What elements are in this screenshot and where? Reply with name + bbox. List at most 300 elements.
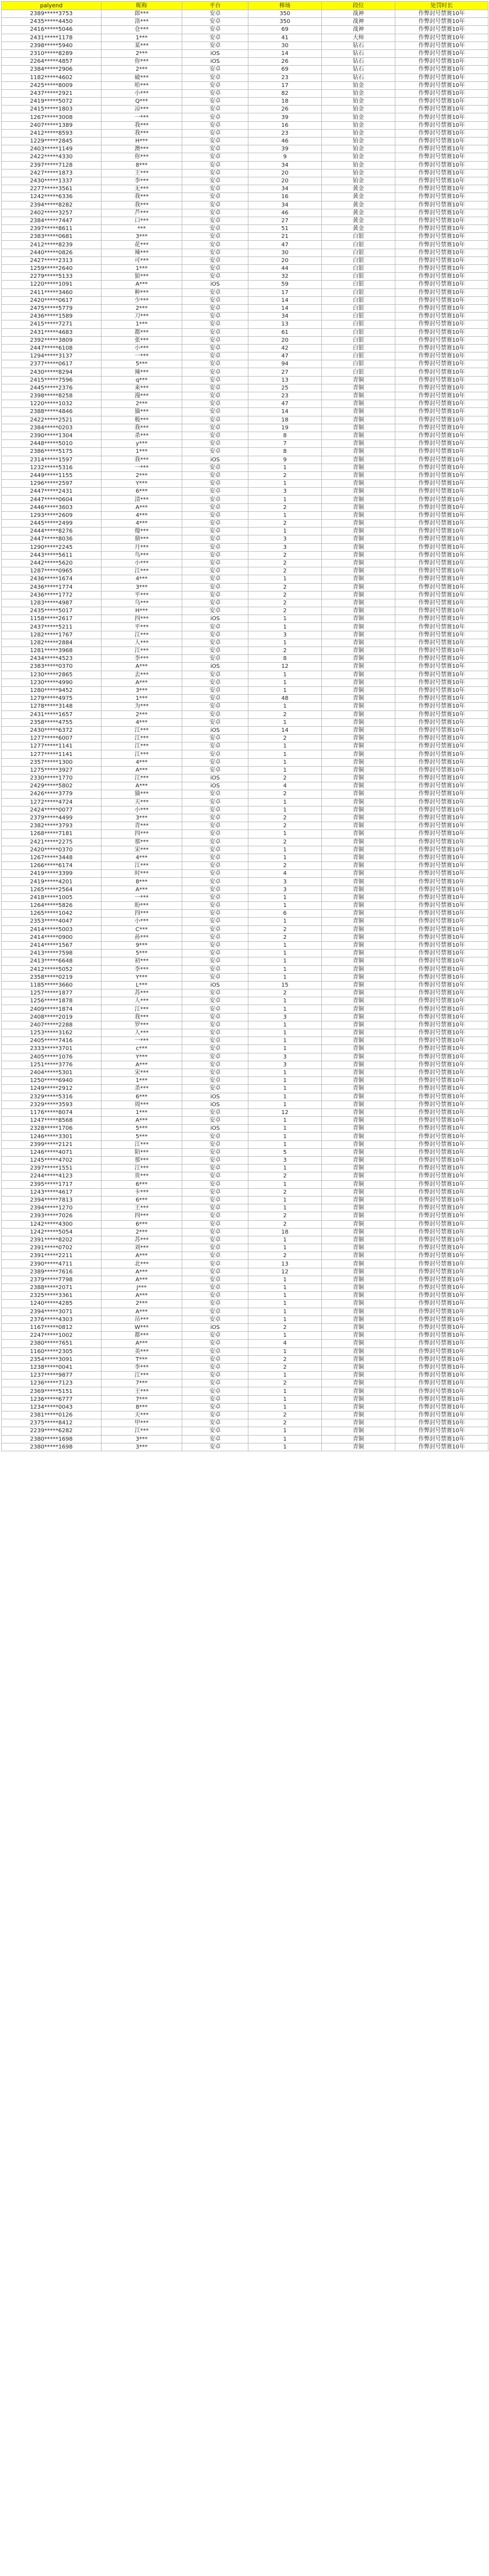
cell-platform: 安卓 bbox=[182, 106, 248, 113]
cell-penalty: 作弊封号禁赛10年 bbox=[395, 1347, 488, 1355]
cell-matches: 1 bbox=[248, 528, 322, 535]
cell-player-id: 2419*****3399 bbox=[2, 870, 102, 878]
cell-rank: 白银 bbox=[322, 328, 395, 336]
table-row bbox=[2, 981, 488, 989]
table-row bbox=[2, 1347, 488, 1355]
cell-penalty: 作弊封号禁赛10年 bbox=[395, 1268, 488, 1276]
table-row bbox=[2, 1340, 488, 1347]
cell-player-id: 1158*****2617 bbox=[2, 615, 102, 623]
cell-nickname: 青*** bbox=[102, 822, 182, 830]
cell-nickname: 刘*** bbox=[102, 1244, 182, 1252]
cell-nickname: 7*** bbox=[102, 1395, 182, 1403]
cell-nickname: 辣*** bbox=[102, 249, 182, 256]
cell-platform: 安卓 bbox=[182, 854, 248, 861]
cell-platform: 安卓 bbox=[182, 344, 248, 352]
cell-rank: 青铜 bbox=[322, 893, 395, 901]
table-row bbox=[2, 528, 488, 535]
cell-nickname: Y*** bbox=[102, 480, 182, 488]
cell-platform: 安卓 bbox=[182, 241, 248, 249]
cell-nickname: *** bbox=[102, 225, 182, 233]
cell-platform: iOS bbox=[182, 615, 248, 623]
cell-penalty: 作弊封号禁赛10年 bbox=[395, 814, 488, 822]
cell-matches: 8 bbox=[248, 655, 322, 663]
table-row bbox=[2, 98, 488, 106]
cell-matches: 2 bbox=[248, 735, 322, 742]
cell-platform: 安卓 bbox=[182, 735, 248, 742]
cell-player-id: 1243*****4617 bbox=[2, 1188, 102, 1196]
table-row bbox=[2, 1300, 488, 1308]
cell-player-id: 2436*****1589 bbox=[2, 313, 102, 320]
cell-matches: 1 bbox=[248, 758, 322, 766]
cell-matches: 3 bbox=[248, 1061, 322, 1069]
table-row bbox=[2, 711, 488, 718]
cell-matches: 3 bbox=[248, 886, 322, 893]
table-row bbox=[2, 1013, 488, 1021]
table-row bbox=[2, 201, 488, 209]
cell-nickname: 5*** bbox=[102, 1125, 182, 1133]
cell-rank: 黄金 bbox=[322, 217, 395, 224]
cell-rank: 青铜 bbox=[322, 1180, 395, 1188]
table-row bbox=[2, 26, 488, 34]
cell-penalty: 作弊封号禁赛10年 bbox=[395, 854, 488, 861]
cell-rank: 青铜 bbox=[322, 1140, 395, 1148]
cell-rank: 青铜 bbox=[322, 424, 395, 432]
table-row bbox=[2, 997, 488, 1005]
table-row bbox=[2, 145, 488, 153]
cell-matches: 34 bbox=[248, 161, 322, 169]
cell-platform: 安卓 bbox=[182, 201, 248, 209]
cell-player-id: 2415*****1803 bbox=[2, 106, 102, 113]
cell-player-id: 2394*****8282 bbox=[2, 201, 102, 209]
cell-penalty: 作弊封号禁赛10年 bbox=[395, 671, 488, 679]
cell-matches: 20 bbox=[248, 256, 322, 264]
cell-nickname: 可*** bbox=[102, 256, 182, 264]
cell-nickname: 陌*** bbox=[102, 1148, 182, 1156]
table-row bbox=[2, 790, 488, 798]
cell-nickname: 甲*** bbox=[102, 1419, 182, 1427]
cell-rank: 青铜 bbox=[322, 591, 395, 599]
table-row bbox=[2, 503, 488, 511]
cell-matches: 48 bbox=[248, 695, 322, 703]
table-row bbox=[2, 623, 488, 631]
cell-player-id: 2398*****8258 bbox=[2, 392, 102, 400]
cell-player-id: 2393*****7026 bbox=[2, 1212, 102, 1220]
cell-rank: 青铜 bbox=[322, 1157, 395, 1165]
cell-matches: 1 bbox=[248, 1133, 322, 1140]
table-row bbox=[2, 1284, 488, 1292]
cell-nickname: 极*** bbox=[102, 416, 182, 424]
cell-penalty: 作弊封号禁赛10年 bbox=[395, 735, 488, 742]
cell-nickname: 我*** bbox=[102, 1013, 182, 1021]
cell-platform: 安卓 bbox=[182, 742, 248, 750]
cell-penalty: 作弊封号禁赛10年 bbox=[395, 488, 488, 496]
cell-rank: 青铜 bbox=[322, 535, 395, 543]
cell-rank: 青铜 bbox=[322, 1292, 395, 1300]
header-matches: 棒场 bbox=[248, 2, 322, 10]
cell-rank: 白银 bbox=[322, 304, 395, 312]
cell-platform: 安卓 bbox=[182, 997, 248, 1005]
cell-rank: 青铜 bbox=[322, 790, 395, 798]
cell-penalty: 作弊封号禁赛10年 bbox=[395, 344, 488, 352]
table-row bbox=[2, 878, 488, 886]
cell-rank: 青铜 bbox=[322, 806, 395, 814]
table-row bbox=[2, 1053, 488, 1061]
cell-platform: 安卓 bbox=[182, 185, 248, 193]
cell-penalty: 作弊封号禁赛10年 bbox=[395, 528, 488, 535]
cell-player-id: 2405*****7416 bbox=[2, 1037, 102, 1045]
cell-matches: 1 bbox=[248, 1276, 322, 1284]
cell-nickname: 我*** bbox=[102, 424, 182, 432]
cell-penalty: 作弊封号禁赛10年 bbox=[395, 1204, 488, 1212]
table-row bbox=[2, 384, 488, 392]
cell-player-id: 1267*****3008 bbox=[2, 113, 102, 121]
cell-penalty: 作弊封号禁赛10年 bbox=[395, 1387, 488, 1395]
cell-matches: 3 bbox=[248, 488, 322, 496]
cell-nickname: 1*** bbox=[102, 34, 182, 42]
cell-penalty: 作弊封号禁赛10年 bbox=[395, 830, 488, 838]
table-row bbox=[2, 1315, 488, 1323]
cell-matches: 47 bbox=[248, 400, 322, 408]
cell-penalty: 作弊封号禁赛10年 bbox=[395, 925, 488, 933]
cell-platform: 安卓 bbox=[182, 360, 248, 368]
cell-platform: 安卓 bbox=[182, 838, 248, 846]
table-row bbox=[2, 1069, 488, 1076]
table-row bbox=[2, 1260, 488, 1268]
cell-nickname: 月*** bbox=[102, 543, 182, 551]
cell-rank: 钻石 bbox=[322, 49, 395, 57]
cell-player-id: 1240*****4285 bbox=[2, 1300, 102, 1308]
cell-matches: 1 bbox=[248, 806, 322, 814]
table-row bbox=[2, 559, 488, 567]
cell-nickname: C*** bbox=[102, 925, 182, 933]
cell-nickname: 江*** bbox=[102, 750, 182, 758]
cell-rank: 青铜 bbox=[322, 1340, 395, 1347]
cell-penalty: 作弊封号禁赛10年 bbox=[395, 416, 488, 424]
cell-platform: 安卓 bbox=[182, 814, 248, 822]
cell-nickname: 去*** bbox=[102, 671, 182, 679]
cell-matches: 1 bbox=[248, 1029, 322, 1037]
cell-player-id: 2430*****1337 bbox=[2, 177, 102, 185]
cell-player-id: 2329*****5316 bbox=[2, 1093, 102, 1101]
cell-player-id: 2379*****4499 bbox=[2, 814, 102, 822]
cell-rank: 青铜 bbox=[322, 1045, 395, 1053]
cell-nickname: 3*** bbox=[102, 583, 182, 591]
cell-penalty: 作弊封号禁赛10年 bbox=[395, 981, 488, 989]
cell-rank: 青铜 bbox=[322, 575, 395, 583]
cell-platform: iOS bbox=[182, 774, 248, 782]
cell-matches: 16 bbox=[248, 193, 322, 201]
cell-penalty: 作弊封号禁赛10年 bbox=[395, 591, 488, 599]
cell-matches: 1 bbox=[248, 1395, 322, 1403]
cell-penalty: 作弊封号禁赛10年 bbox=[395, 26, 488, 34]
table-row bbox=[2, 814, 488, 822]
cell-penalty: 作弊封号禁赛10年 bbox=[395, 320, 488, 328]
cell-nickname: 5*** bbox=[102, 1133, 182, 1140]
cell-rank: 青铜 bbox=[322, 1419, 395, 1427]
cell-nickname: 江*** bbox=[102, 742, 182, 750]
cell-rank: 铂金 bbox=[322, 121, 395, 129]
cell-player-id: 2380*****7651 bbox=[2, 1340, 102, 1347]
cell-matches: 1 bbox=[248, 496, 322, 503]
cell-penalty: 作弊封号禁赛10年 bbox=[395, 1260, 488, 1268]
cell-penalty: 作弊封号禁赛10年 bbox=[395, 201, 488, 209]
cell-nickname: 1*** bbox=[102, 448, 182, 456]
cell-rank: 青铜 bbox=[322, 1427, 395, 1435]
cell-player-id: 2389*****3753 bbox=[2, 10, 102, 18]
cell-nickname: 3*** bbox=[102, 814, 182, 822]
cell-platform: 安卓 bbox=[182, 1037, 248, 1045]
cell-matches: 51 bbox=[248, 225, 322, 233]
cell-player-id: 2429*****5802 bbox=[2, 782, 102, 790]
cell-penalty: 作弊封号禁赛10年 bbox=[395, 1005, 488, 1013]
cell-platform: 安卓 bbox=[182, 1220, 248, 1228]
cell-rank: 青铜 bbox=[322, 1411, 395, 1419]
cell-matches: 1 bbox=[248, 1180, 322, 1188]
cell-rank: 青铜 bbox=[322, 1228, 395, 1236]
cell-player-id: 1236*****7123 bbox=[2, 1379, 102, 1387]
cell-matches: 1 bbox=[248, 1005, 322, 1013]
cell-nickname: 我*** bbox=[102, 129, 182, 137]
cell-player-id: 2379*****7798 bbox=[2, 1276, 102, 1284]
header-row bbox=[2, 2, 488, 10]
cell-penalty: 作弊封号禁赛10年 bbox=[395, 368, 488, 376]
cell-player-id: 2358*****4755 bbox=[2, 718, 102, 726]
cell-player-id: 2391*****2211 bbox=[2, 1252, 102, 1260]
cell-rank: 白银 bbox=[322, 241, 395, 249]
table-row bbox=[2, 1292, 488, 1300]
cell-nickname: 2*** bbox=[102, 1300, 182, 1308]
cell-nickname: 美*** bbox=[102, 1347, 182, 1355]
cell-penalty: 作弊封号禁赛10年 bbox=[395, 1188, 488, 1196]
cell-platform: 安卓 bbox=[182, 520, 248, 528]
cell-rank: 青铜 bbox=[322, 854, 395, 861]
table-row bbox=[2, 288, 488, 296]
table-row bbox=[2, 902, 488, 910]
cell-rank: 青铜 bbox=[322, 718, 395, 726]
cell-nickname: 2*** bbox=[102, 1228, 182, 1236]
cell-rank: 青铜 bbox=[322, 655, 395, 663]
cell-rank: 青铜 bbox=[322, 814, 395, 822]
cell-penalty: 作弊封号禁赛10年 bbox=[395, 1085, 488, 1093]
cell-penalty: 作弊封号禁赛10年 bbox=[395, 66, 488, 74]
cell-platform: 安卓 bbox=[182, 1260, 248, 1268]
cell-player-id: 1249*****2912 bbox=[2, 1085, 102, 1093]
table-row bbox=[2, 185, 488, 193]
table-row bbox=[2, 1236, 488, 1244]
cell-nickname: Y*** bbox=[102, 973, 182, 981]
cell-platform: 安卓 bbox=[182, 376, 248, 384]
cell-nickname: 江*** bbox=[102, 774, 182, 782]
cell-platform: 安卓 bbox=[182, 233, 248, 241]
cell-penalty: 作弊封号禁赛10年 bbox=[395, 42, 488, 49]
table-row bbox=[2, 1323, 488, 1331]
cell-nickname: 4*** bbox=[102, 718, 182, 726]
cell-nickname: 2*** bbox=[102, 711, 182, 718]
cell-nickname: 7*** bbox=[102, 1379, 182, 1387]
cell-player-id: 2329*****3593 bbox=[2, 1101, 102, 1108]
cell-penalty: 作弊封号禁赛10年 bbox=[395, 360, 488, 368]
cell-platform: 安卓 bbox=[182, 647, 248, 655]
cell-rank: 青铜 bbox=[322, 1101, 395, 1108]
cell-player-id: 1253*****3162 bbox=[2, 1029, 102, 1037]
cell-platform: 安卓 bbox=[182, 989, 248, 997]
cell-nickname: 杀*** bbox=[102, 432, 182, 439]
table-row bbox=[2, 846, 488, 854]
cell-platform: 安卓 bbox=[182, 225, 248, 233]
cell-nickname: 傻*** bbox=[102, 528, 182, 535]
cell-penalty: 作弊封号禁赛10年 bbox=[395, 34, 488, 42]
cell-matches: 1 bbox=[248, 639, 322, 647]
cell-platform: 安卓 bbox=[182, 567, 248, 575]
cell-rank: 青铜 bbox=[322, 695, 395, 703]
cell-penalty: 作弊封号禁赛10年 bbox=[395, 703, 488, 711]
cell-platform: 安卓 bbox=[182, 1157, 248, 1165]
cell-penalty: 作弊封号禁赛10年 bbox=[395, 1125, 488, 1133]
cell-platform: 安卓 bbox=[182, 1228, 248, 1236]
cell-platform: 安卓 bbox=[182, 1069, 248, 1076]
cell-matches: 2 bbox=[248, 1323, 322, 1331]
table-row bbox=[2, 957, 488, 965]
cell-matches: 2 bbox=[248, 1212, 322, 1220]
table-row bbox=[2, 551, 488, 559]
cell-penalty: 作弊封号禁赛10年 bbox=[395, 376, 488, 384]
cell-rank: 青铜 bbox=[322, 1236, 395, 1244]
cell-penalty: 作弊封号禁赛10年 bbox=[395, 902, 488, 910]
cell-nickname: 小*** bbox=[102, 89, 182, 97]
cell-nickname: A*** bbox=[102, 663, 182, 671]
cell-platform: 安卓 bbox=[182, 1268, 248, 1276]
cell-platform: 安卓 bbox=[182, 1332, 248, 1340]
table-row bbox=[2, 464, 488, 471]
cell-nickname: H*** bbox=[102, 137, 182, 145]
table-row bbox=[2, 599, 488, 607]
cell-penalty: 作弊封号禁赛10年 bbox=[395, 98, 488, 106]
cell-rank: 青铜 bbox=[322, 456, 395, 464]
cell-platform: 安卓 bbox=[182, 695, 248, 703]
cell-penalty: 作弊封号禁赛10年 bbox=[395, 256, 488, 264]
cell-matches: 47 bbox=[248, 352, 322, 360]
cell-platform: 安卓 bbox=[182, 862, 248, 870]
cell-rank: 青铜 bbox=[322, 520, 395, 528]
cell-player-id: 2420*****0617 bbox=[2, 296, 102, 304]
cell-nickname: 江*** bbox=[102, 726, 182, 734]
cell-platform: 安卓 bbox=[182, 870, 248, 878]
cell-rank: 青铜 bbox=[322, 878, 395, 886]
cell-player-id: 2244*****4123 bbox=[2, 1172, 102, 1180]
cell-platform: 安卓 bbox=[182, 320, 248, 328]
cell-platform: 安卓 bbox=[182, 686, 248, 694]
table-row bbox=[2, 838, 488, 846]
table-row bbox=[2, 1125, 488, 1133]
cell-player-id: 2447*****6108 bbox=[2, 344, 102, 352]
table-row bbox=[2, 81, 488, 89]
cell-player-id: 2404*****5301 bbox=[2, 1069, 102, 1076]
cell-penalty: 作弊封号禁赛10年 bbox=[395, 233, 488, 241]
cell-matches: 1 bbox=[248, 902, 322, 910]
cell-platform: iOS bbox=[182, 456, 248, 464]
cell-nickname: 8*** bbox=[102, 161, 182, 169]
cell-rank: 青铜 bbox=[322, 1108, 395, 1116]
cell-nickname: 孙*** bbox=[102, 933, 182, 941]
cell-penalty: 作弊封号禁赛10年 bbox=[395, 1292, 488, 1300]
cell-matches: 1 bbox=[248, 1387, 322, 1395]
cell-player-id: 1259*****2640 bbox=[2, 265, 102, 273]
cell-penalty: 作弊封号禁赛10年 bbox=[395, 790, 488, 798]
cell-nickname: 江*** bbox=[102, 1372, 182, 1379]
cell-nickname: 小*** bbox=[102, 559, 182, 567]
cell-player-id: 2448*****5010 bbox=[2, 440, 102, 448]
cell-player-id: 2443*****5611 bbox=[2, 551, 102, 559]
table-row bbox=[2, 74, 488, 81]
table-row bbox=[2, 281, 488, 288]
cell-matches: 1 bbox=[248, 846, 322, 854]
cell-nickname: 江*** bbox=[102, 631, 182, 639]
cell-player-id: 1265*****2564 bbox=[2, 886, 102, 893]
cell-matches: 6 bbox=[248, 910, 322, 918]
cell-matches: 2 bbox=[248, 1363, 322, 1371]
table-row bbox=[2, 10, 488, 18]
table-row bbox=[2, 34, 488, 42]
cell-penalty: 作弊封号禁赛10年 bbox=[395, 496, 488, 503]
cell-matches: 14 bbox=[248, 726, 322, 734]
cell-player-id: 2277*****3561 bbox=[2, 185, 102, 193]
cell-penalty: 作弊封号禁赛10年 bbox=[395, 726, 488, 734]
cell-rank: 白银 bbox=[322, 273, 395, 281]
cell-player-id: 2431*****1657 bbox=[2, 711, 102, 718]
cell-matches: 350 bbox=[248, 10, 322, 18]
cell-penalty: 作弊封号禁赛10年 bbox=[395, 288, 488, 296]
cell-matches: 2 bbox=[248, 1252, 322, 1260]
cell-player-id: 2314*****1597 bbox=[2, 456, 102, 464]
cell-penalty: 作弊封号禁赛10年 bbox=[395, 575, 488, 583]
cell-player-id: 1265*****1042 bbox=[2, 910, 102, 918]
cell-penalty: 作弊封号禁赛10年 bbox=[395, 384, 488, 392]
cell-rank: 青铜 bbox=[322, 1220, 395, 1228]
cell-platform: 安卓 bbox=[182, 408, 248, 416]
cell-nickname: 某*** bbox=[102, 42, 182, 49]
table-row bbox=[2, 1180, 488, 1188]
cell-rank: 青铜 bbox=[322, 679, 395, 686]
cell-player-id: 2431*****4683 bbox=[2, 328, 102, 336]
cell-matches: 1 bbox=[248, 1347, 322, 1355]
cell-matches: 3 bbox=[248, 878, 322, 886]
cell-platform: 安卓 bbox=[182, 98, 248, 106]
cell-nickname: 苏*** bbox=[102, 989, 182, 997]
cell-nickname: 3*** bbox=[102, 686, 182, 694]
cell-rank: 青铜 bbox=[322, 933, 395, 941]
cell-nickname: 1*** bbox=[102, 1108, 182, 1116]
cell-platform: 安卓 bbox=[182, 671, 248, 679]
table-row bbox=[2, 58, 488, 66]
cell-matches: 8 bbox=[248, 432, 322, 439]
cell-matches: 1 bbox=[248, 1077, 322, 1085]
cell-player-id: 1277*****6007 bbox=[2, 735, 102, 742]
cell-platform: 安卓 bbox=[182, 1148, 248, 1156]
cell-rank: 青铜 bbox=[322, 1372, 395, 1379]
cell-player-id: 2354*****3091 bbox=[2, 1355, 102, 1363]
cell-platform: iOS bbox=[182, 1093, 248, 1101]
cell-penalty: 作弊封号禁赛10年 bbox=[395, 1284, 488, 1292]
cell-penalty: 作弊封号禁赛10年 bbox=[395, 623, 488, 631]
cell-nickname: 无*** bbox=[102, 185, 182, 193]
table-row bbox=[2, 1037, 488, 1045]
cell-nickname: 李*** bbox=[102, 965, 182, 973]
table-row bbox=[2, 496, 488, 503]
table-row bbox=[2, 631, 488, 639]
table-row bbox=[2, 726, 488, 734]
cell-penalty: 作弊封号禁赛10年 bbox=[395, 1069, 488, 1076]
cell-player-id: 1282*****1767 bbox=[2, 631, 102, 639]
